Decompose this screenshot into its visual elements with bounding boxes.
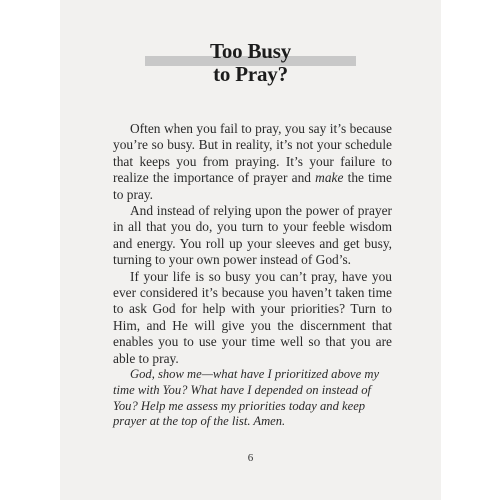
paragraph-2: And instead of relying upon the power of prayer in all that you do, you turn to your feeble wisdom and energy. You roll up your sleeves and get busy, turning to your own power instead of God’s. [113,203,392,268]
title-line-2: to Pray? [213,62,288,86]
paragraph-1-start: Often when you fail to pray, you say it’s because you’re so busy. But in reality, it’s not your schedule that keeps you from praying. It’s your failure to realize the importance of prayer and [113,121,392,186]
paragraph-1 [113,121,392,203]
paragraph-1-end: the time to pray. [113,170,392,202]
page-number: 6 [247,452,254,464]
paragraph-3: If your life is so busy you can’t pray, have you ever considered it’s because you haven’t taken time to ask God for help with your priorities? Turn to Him, and He will give you the discernment that enables you to use your time well so that you are able to pray. [113,268,392,366]
title-line-1: Too Busy [209,39,292,63]
paragraph-1-emphasis: make [315,170,344,186]
body-text [113,121,392,430]
page-title [60,40,441,86]
closing-prayer: God, show me—what have I prioritized above my time with You? What have I depended on instead of You? Help me assess my priorities today and keep prayer at the top of the list. Amen. [113,367,380,429]
book-page [60,0,441,500]
